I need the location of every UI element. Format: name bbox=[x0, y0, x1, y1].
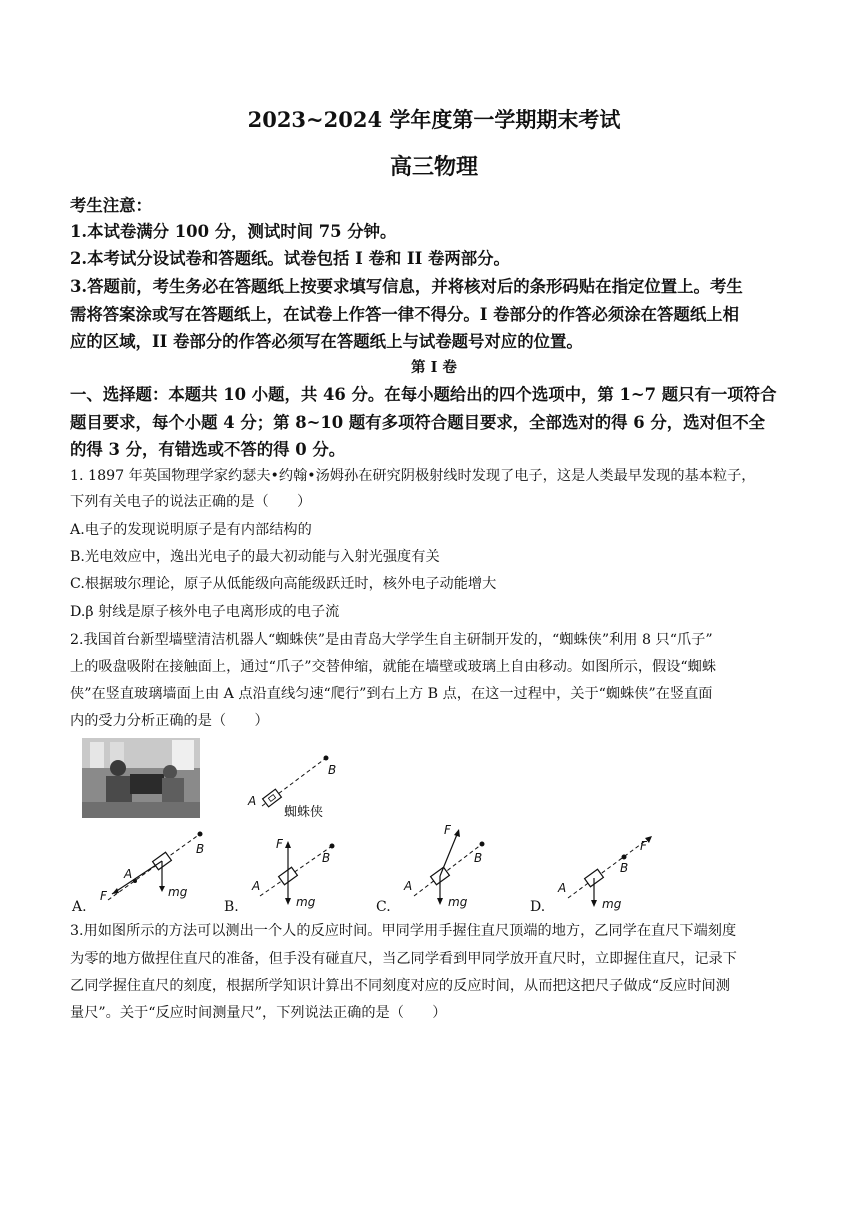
mg-label: mg bbox=[168, 885, 188, 899]
exam-title: 2023~2024 学年度第一学期期末考试 bbox=[247, 107, 621, 132]
question-3-stem: 为零的地方做捏住直尺的准备，但手没有碰直尺，当乙同学看到甲同学放开直尺时，立即握住直尺，记录下 bbox=[70, 951, 737, 967]
point-a-label: A bbox=[124, 867, 133, 881]
point-b-label: B bbox=[620, 861, 629, 875]
force-f-label: F bbox=[640, 839, 647, 853]
point-a-label: A bbox=[404, 879, 413, 893]
question-3-stem: 乙同学握住直尺的刻度，根据所学知识计算出不同刻度对应的反应时间，从而把这把尺子做成“反应时间测 bbox=[70, 978, 730, 994]
question-2-stem: 侠”在竖直玻璃墙面上由 A 点沿直线匀速“爬行”到右上方 B 点，在这一过程中，关于“蜘蛛侠”在竖直面 bbox=[70, 686, 713, 702]
option-a-label: A. bbox=[72, 899, 87, 915]
exam-subject: 高三物理 bbox=[389, 154, 478, 180]
point-a-label: A bbox=[248, 794, 257, 808]
force-f-label: F bbox=[276, 837, 283, 851]
notice-line: 3.答题前，考生务必在答题纸上按要求填写信息，并将核对后的条形码贴在指定位置上。考生 bbox=[70, 277, 743, 296]
option-d-diagram bbox=[548, 828, 668, 918]
option-b-label: B. bbox=[224, 899, 239, 915]
point-b-label: B bbox=[322, 851, 331, 865]
question-1-stem: 下列有关电子的说法正确的是（ ） bbox=[70, 494, 312, 510]
notice-line: 1.本试卷满分 100 分，测试时间 75 分钟。 bbox=[70, 222, 397, 241]
question-1-option-c: C.根据玻尔理论，原子从低能级向高能级跃迁时，核外电子动能增大 bbox=[70, 576, 497, 592]
notice-line: 需将答案涂或写在答题纸上，在试卷上作答一律不得分。I 卷部分的作答必须涂在答题纸上相 bbox=[70, 305, 739, 324]
mg-label: mg bbox=[448, 895, 468, 909]
point-b-label: B bbox=[474, 851, 483, 865]
figure-caption: 蜘蛛侠 bbox=[284, 805, 324, 820]
section-instructions: 的得 3 分，有错选或不答的得 0 分。 bbox=[70, 440, 346, 459]
section-instructions: 一、选择题：本题共 10 小题，共 46 分。在每小题给出的四个选项中，第 1~7 题只有一项符合 bbox=[70, 385, 777, 404]
question-1-option-b: B.光电效应中，逸出光电子的最大初动能与入射光强度有关 bbox=[70, 549, 440, 565]
point-a-label: A bbox=[252, 879, 261, 893]
question-1-option-a: A.电子的发现说明原子是有内部结构的 bbox=[70, 522, 312, 538]
mg-label: mg bbox=[602, 897, 622, 911]
option-b-diagram bbox=[240, 828, 350, 918]
question-2-stem: 2.我国首台新型墙壁清洁机器人“蜘蛛侠”是由青岛大学学生自主研制开发的，“蜘蛛侠”利用 8 只“爪子” bbox=[70, 632, 713, 648]
question-1-stem: 1. 1897 年英国物理学家约瑟夫•约翰•汤姆孙在研究阴极射线时发现了电子，这是人类最早发现的基本粒子， bbox=[70, 468, 756, 484]
spider-robot-diagram bbox=[240, 750, 350, 822]
option-c-diagram bbox=[392, 822, 502, 918]
force-f-label: F bbox=[100, 889, 107, 903]
notice-heading: 考生注意： bbox=[70, 196, 152, 215]
point-a-label: A bbox=[558, 881, 567, 895]
section-instructions: 题目要求，每个小题 4 分；第 8~10 题有多项符合题目要求，全部选对的得 6 分，选对但不全 bbox=[70, 413, 766, 432]
question-3-stem: 量尺”。关于“反应时间测量尺”，下列说法正确的是（ ） bbox=[70, 1005, 447, 1021]
part-label: 第 I 卷 bbox=[411, 359, 457, 376]
question-1-option-d: D.β 射线是原子核外电子电离形成的电子流 bbox=[70, 604, 340, 620]
mg-label: mg bbox=[296, 895, 316, 909]
point-b-label: B bbox=[328, 763, 337, 777]
notice-line: 应的区域，II 卷部分的作答必须写在答题纸上与试卷题号对应的位置。 bbox=[70, 332, 583, 351]
question-2-stem: 内的受力分析正确的是（ ） bbox=[70, 713, 269, 729]
notice-line: 2.本考试分设试卷和答题纸。试卷包括 I 卷和 II 卷两部分。 bbox=[70, 249, 510, 268]
option-d-label: D. bbox=[530, 899, 546, 915]
robot-photo bbox=[82, 738, 200, 818]
question-3-stem: 3.用如图所示的方法可以测出一个人的反应时间。甲同学用手握住直尺顶端的地方，乙同学在直尺下端刻度 bbox=[70, 923, 737, 939]
option-c-label: C. bbox=[376, 899, 391, 915]
question-2-stem: 上的吸盘吸附在接触面上，通过“爪子”交替伸缩，就能在墙壁或玻璃上自由移动。如图所示，假设“蜘蛛 bbox=[70, 659, 717, 675]
force-f-label: F bbox=[444, 823, 451, 837]
option-a-diagram bbox=[88, 828, 218, 918]
point-b-label: B bbox=[196, 842, 205, 856]
